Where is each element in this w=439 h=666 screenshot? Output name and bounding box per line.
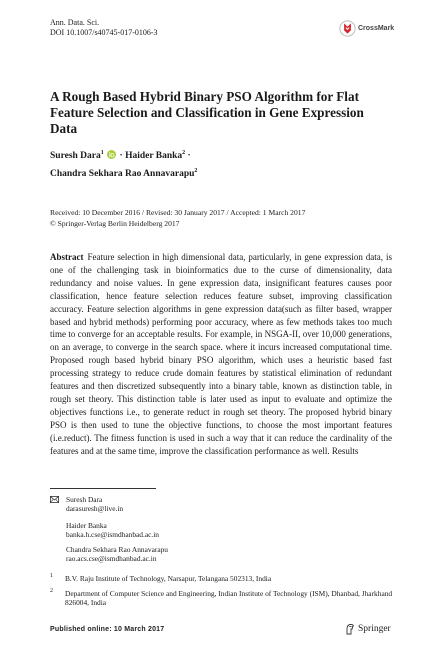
- crossmark-icon: [339, 20, 356, 37]
- author-list: [50, 146, 390, 181]
- crossmark-badge[interactable]: [339, 20, 394, 37]
- author-name: Chandra Sekhara Rao Annavarapu: [50, 169, 195, 180]
- author-affiliation-marker: 2: [182, 150, 186, 156]
- affiliation-number: 1: [50, 573, 53, 579]
- affiliation-number: 2: [50, 588, 53, 594]
- copyright-line: © Springer-Verlag Berlin Heidelberg 2017: [50, 219, 180, 228]
- published-online-date: Published online: 10 March 2017: [50, 626, 165, 633]
- springer-logo[interactable]: [345, 623, 391, 635]
- contact-email[interactable]: darasuresh@live.in: [66, 504, 124, 514]
- journal-name: Ann. Data. Sci.: [50, 18, 100, 27]
- crossmark-label: CrossMark: [358, 25, 395, 32]
- submission-dates: Received: 10 December 2016 / Revised: 30 January 2017 / Accepted: 1 March 2017: [50, 208, 306, 217]
- doi[interactable]: DOI 10.1007/s40745-017-0106-3: [50, 28, 158, 37]
- contact-email[interactable]: rao.acs.cse@ismdhanbad.ac.in: [66, 554, 157, 564]
- footnote-divider: [50, 488, 156, 489]
- affiliation-text: Department of Computer Science and Engineering, Indian Institute of Technology (ISM), Dhanbad, Jharkhand 826004, India: [65, 589, 393, 608]
- contact-name: Haider Banka: [66, 521, 107, 530]
- author-name: Suresh Dara: [50, 151, 101, 162]
- contact-entry: [66, 521, 159, 540]
- publisher-name: Springer: [358, 624, 391, 634]
- contact-entry: [66, 495, 123, 514]
- envelope-icon: [50, 496, 59, 503]
- abstract-text: Feature selection in high dimensional data, particularly, in gene expression data, is one of the challenging task in bioinformatics due to the curse of dimensionality, data redundancy and noise values. In gene expression data, insignificant features causes poor classification, hence feature selection reduces feature subset, improving classification accuracy. Feature selection algorithms in gene expression data(such as filter based, wrapper based and hybrid methods) performing poor accuracy, where as few methods takes too much time to converge for an acceptable results. For example, in NSGA-II, over 10,000 generations, on an average, to converge in the search space. where it incurs increased computational time. Proposed rough based hybrid binary PSO algorithm, which uses a heuristic based fast processing strategy to reduce crude domain features by statistical elimination of redundant features and then discretized subsequently into a binary table, known as distinction table, in rough set theory. This distinction table is later used as input to evaluate and optimize the objectives functions i.e., to generate reduct in rough set theory. The proposed hybrid binary PSO is then used to tune the objective functions, to choose the most important features (i.e.reduct). The fitness function is used in such a way that it can reduce the cardinality of the features and at the same time, improve the classification performance as well. Results: [50, 252, 392, 456]
- author-name: Haider Banka: [125, 151, 183, 162]
- contact-email[interactable]: banka.h.cse@ismdhanbad.ac.in: [66, 530, 159, 540]
- paper-title: A Rough Based Hybrid Binary PSO Algorithm for Flat Feature Selection and Classification in Gene Expression Data: [50, 89, 364, 136]
- author-separator: ·: [119, 151, 123, 162]
- contact-entry: [66, 545, 168, 564]
- contact-name: Chandra Sekhara Rao Annavarapu: [66, 545, 168, 554]
- orcid-icon[interactable]: [107, 150, 116, 164]
- affiliation-text: B.V. Raju Institute of Technology, Narsapur, Telangana 502313, India: [65, 574, 272, 583]
- abstract: [50, 251, 392, 458]
- springer-horse-icon: [345, 623, 355, 635]
- author-affiliation-marker: 2: [194, 168, 198, 175]
- contact-name: Suresh Dara: [66, 495, 103, 504]
- abstract-heading: Abstract: [50, 252, 84, 262]
- author-separator: ·: [187, 151, 191, 162]
- author-affiliation-marker: 1: [100, 150, 104, 156]
